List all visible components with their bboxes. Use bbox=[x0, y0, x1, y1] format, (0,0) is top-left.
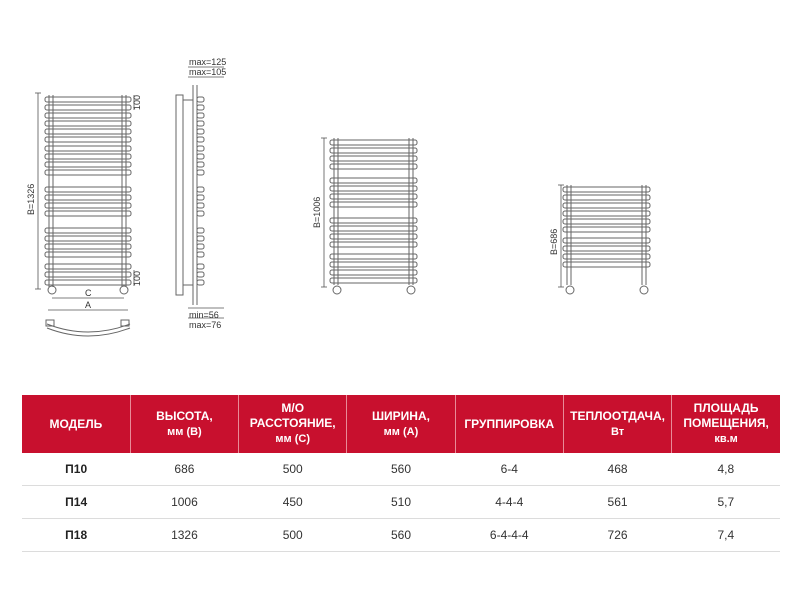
radiator-fin bbox=[197, 252, 204, 257]
cell-grouping: 4-4-4 bbox=[455, 486, 563, 519]
a-label: A bbox=[85, 300, 92, 310]
radiator-bar bbox=[45, 170, 131, 175]
radiator-bar bbox=[330, 148, 417, 153]
radiator-bar bbox=[330, 254, 417, 259]
radiator-fin bbox=[197, 97, 204, 102]
radiator-bar bbox=[330, 202, 417, 207]
radiator-fin bbox=[197, 129, 204, 134]
header-heat: ТЕПЛООТДАЧА, Вт bbox=[563, 395, 671, 453]
radiator-fin bbox=[197, 272, 204, 277]
radiator-bar bbox=[45, 187, 131, 192]
radiator-bar bbox=[563, 211, 650, 216]
radiator-fin bbox=[197, 154, 204, 159]
header-distance: М/О РАССТОЯНИЕ, мм (С) bbox=[239, 395, 347, 453]
spec-table bbox=[22, 395, 780, 552]
side-max-76: max=76 bbox=[189, 320, 222, 330]
header-width: ШИРИНА, мм (А) bbox=[347, 395, 455, 453]
height-label-medium: B=1006 bbox=[312, 196, 322, 228]
radiator-bar bbox=[45, 244, 131, 249]
header-model: МОДЕЛЬ bbox=[22, 395, 130, 453]
radiator-fin bbox=[197, 146, 204, 151]
radiator-bar bbox=[330, 156, 417, 161]
side-max-105: max=105 bbox=[189, 67, 227, 77]
radiator-bar bbox=[330, 226, 417, 231]
radiator-bar bbox=[330, 262, 417, 267]
radiator-bar bbox=[563, 262, 650, 267]
cell-area: 7,4 bbox=[672, 519, 780, 552]
cell-heat: 468 bbox=[563, 453, 671, 486]
radiator-fin bbox=[197, 264, 204, 269]
radiator-fin bbox=[197, 187, 204, 192]
radiator-bar bbox=[45, 195, 131, 200]
radiator-bar bbox=[45, 137, 131, 142]
radiator-bar bbox=[563, 187, 650, 192]
radiator-fin bbox=[197, 203, 204, 208]
radiator-bar bbox=[45, 203, 131, 208]
side-min-56: min=56 bbox=[189, 310, 219, 320]
height-label-large: B=1326 bbox=[26, 183, 36, 215]
cell-width: 560 bbox=[347, 453, 455, 486]
top-dim-label: 100 bbox=[132, 94, 142, 110]
radiator-fin bbox=[197, 228, 204, 233]
header-area: ПЛОЩАДЬ ПОМЕЩЕНИЯ, кв.м bbox=[672, 395, 780, 453]
radiator-fin bbox=[197, 113, 204, 118]
radiator-fin bbox=[197, 170, 204, 175]
radiator-bar bbox=[563, 238, 650, 243]
cell-heat: 726 bbox=[563, 519, 671, 552]
radiator-bar bbox=[330, 178, 417, 183]
radiator-bar bbox=[330, 234, 417, 239]
radiator-fin bbox=[197, 211, 204, 216]
radiator-bar bbox=[330, 164, 417, 169]
cell-width: 560 bbox=[347, 519, 455, 552]
radiator-bar bbox=[330, 140, 417, 145]
radiator-bar bbox=[330, 270, 417, 275]
table-row bbox=[22, 519, 780, 552]
height-label-small: B=686 bbox=[549, 228, 559, 255]
cell-height: 1006 bbox=[130, 486, 238, 519]
radiator-fin bbox=[197, 137, 204, 142]
radiator-bar bbox=[45, 113, 131, 118]
radiator-front-medium bbox=[330, 138, 417, 294]
radiator-bar bbox=[45, 228, 131, 233]
radiator-fin bbox=[197, 280, 204, 285]
table-row bbox=[22, 486, 780, 519]
radiator-bar bbox=[563, 227, 650, 232]
c-label: C bbox=[85, 288, 92, 298]
radiator-bar bbox=[45, 162, 131, 167]
radiator-bar bbox=[45, 272, 131, 277]
radiator-bar bbox=[563, 246, 650, 251]
radiator-fin bbox=[197, 195, 204, 200]
radiator-bar bbox=[330, 278, 417, 283]
radiator-bar bbox=[45, 280, 131, 285]
radiator-bar bbox=[45, 97, 131, 102]
radiator-bar bbox=[330, 218, 417, 223]
radiator-bar bbox=[45, 236, 131, 241]
radiator-fin bbox=[197, 244, 204, 249]
radiator-fin bbox=[197, 162, 204, 167]
radiator-bar bbox=[45, 211, 131, 216]
radiator-bar bbox=[45, 105, 131, 110]
radiator-bar bbox=[330, 194, 417, 199]
radiator-bar bbox=[45, 121, 131, 126]
cell-model: П14 bbox=[22, 486, 130, 519]
header-height: ВЫСОТА, мм (В) bbox=[130, 395, 238, 453]
radiator-fin bbox=[197, 121, 204, 126]
bottom-dim-label: 100 bbox=[132, 270, 142, 286]
cell-height: 1326 bbox=[130, 519, 238, 552]
radiator-bar bbox=[45, 129, 131, 134]
cell-area: 5,7 bbox=[672, 486, 780, 519]
radiator-bar bbox=[563, 195, 650, 200]
radiator-bar bbox=[563, 254, 650, 259]
radiator-bar bbox=[45, 154, 131, 159]
cell-distance: 500 bbox=[239, 519, 347, 552]
cell-height: 686 bbox=[130, 453, 238, 486]
table-header-row bbox=[22, 395, 780, 453]
cell-distance: 450 bbox=[239, 486, 347, 519]
radiator-bar bbox=[45, 264, 131, 269]
radiator-fin bbox=[197, 236, 204, 241]
radiator-bar bbox=[330, 186, 417, 191]
cell-area: 4,8 bbox=[672, 453, 780, 486]
radiator-front-small bbox=[563, 185, 650, 294]
radiator-bar bbox=[563, 219, 650, 224]
radiator-bar bbox=[45, 252, 131, 257]
cell-heat: 561 bbox=[563, 486, 671, 519]
cell-distance: 500 bbox=[239, 453, 347, 486]
radiator-bar bbox=[330, 242, 417, 247]
radiator-fin bbox=[197, 105, 204, 110]
side-max-125: max=125 bbox=[189, 57, 227, 67]
cell-grouping: 6-4-4-4 bbox=[455, 519, 563, 552]
cell-model: П18 bbox=[22, 519, 130, 552]
header-grouping: ГРУППИРОВКА bbox=[455, 395, 563, 453]
cell-grouping: 6-4 bbox=[455, 453, 563, 486]
radiator-side-view bbox=[176, 85, 204, 305]
radiator-bar bbox=[563, 203, 650, 208]
radiator-bar bbox=[45, 146, 131, 151]
table-row bbox=[22, 453, 780, 486]
cell-width: 510 bbox=[347, 486, 455, 519]
cell-model: П10 bbox=[22, 453, 130, 486]
